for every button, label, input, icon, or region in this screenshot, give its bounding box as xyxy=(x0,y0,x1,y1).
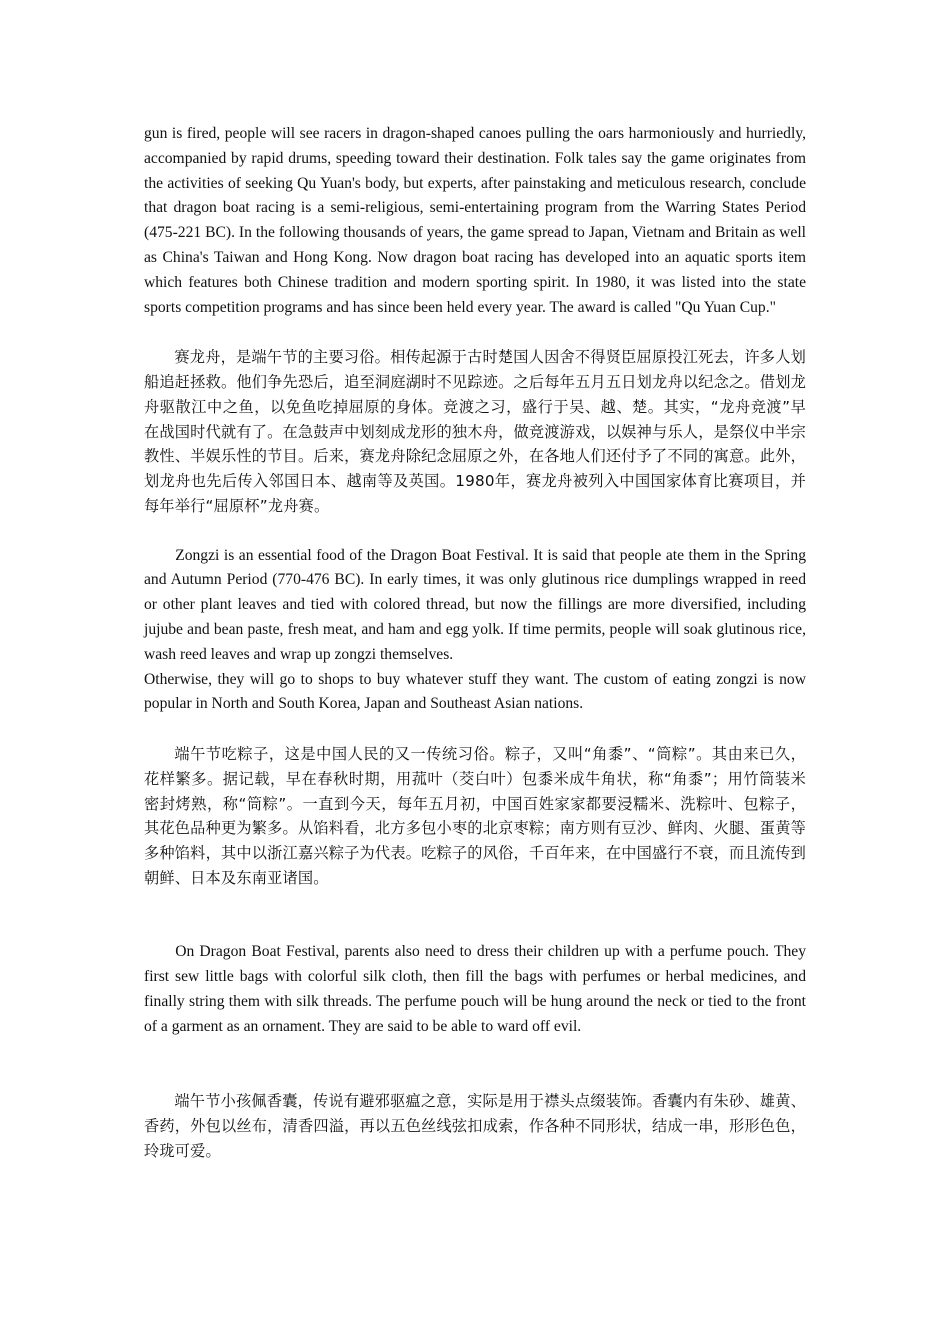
paragraph-dragon-boat-english: gun is fired, people will see racers in dragon-shaped canoes pulling the oars harmoniously and hurriedly, accompanied by rapid drums, speeding toward their destination. Folk tales say the game originates from the activities of seeking Qu Yuan's body, but experts, after painstaking and meticulous research, conclude that dragon boat racing is a semi-religious, semi-entertaining program from the Warring States Period (475-221 BC). In the following thousands of years, the game spread to Japan, Vietnam and Britain as well as China's Taiwan and Hong Kong. Now dragon boat racing has developed into an aquatic sports item which features both Chinese tradition and modern sporting spirit. In 1980, it was listed into the state sports competition programs and has since been held every year. The award is called "Qu Yuan Cup." xyxy=(144,125,806,316)
document-page xyxy=(144,122,806,1163)
paragraph-zongzi-english-continued: Otherwise, they will go to shops to buy whatever stuff they want. The custom of eating zongzi is now popular in North and South Korea, Japan and Southeast Asian nations. xyxy=(144,670,806,713)
paragraph-perfume-pouch-chinese: 端午节小孩佩香囊，传说有避邪驱瘟之意，实际是用于襟头点缀装饰。香囊内有朱砂、雄黄、香药，外包以丝布，清香四溢，再以五色丝线弦扣成索，作各种不同形状，结成一串，形形色色，玲珑可爱。 xyxy=(144,1092,806,1160)
paragraph-zongzi-english: Zongzi is an essential food of the Dragon Boat Festival. It is said that people ate them in the Spring and Autumn Period (770-476 BC). In early times, it was only glutinous rice dumplings wrapped in reed or other plant leaves and tied with colored thread, but now the fillings are more diversified, including jujube and bean paste, fresh meat, and ham and egg yolk. If time permits, people will soak glutinous rice, wash reed leaves and wrap up zongzi themselves. xyxy=(144,546,806,663)
paragraph-perfume-pouch-english: On Dragon Boat Festival, parents also need to dress their children up with a perfume pouch. They first sew little bags with colorful silk cloth, then fill the bags with perfumes or herbal medicines, and finally string them with silk threads. The perfume pouch will be hung around the neck or tied to the front of a garment as an ornament. They are said to be able to ward off evil. xyxy=(144,943,806,1035)
paragraph-zongzi-chinese: 端午节吃粽子，这是中国人民的又一传统习俗。粽子，又叫“角黍”、“筒粽”。其由来已久，花样繁多。据记载，早在春秋时期，用菰叶（茭白叶）包黍米成牛角状，称“角黍”；用竹筒装米密封烤熟，称“筒粽”。一直到今天，每年五月初，中国百姓家家都要浸糯米、洗粽叶、包粽子，其花色品种更为繁多。从馅料看，北方多包小枣的北京枣粽；南方则有豆沙、鲜肉、火腿、蛋黄等多种馅料，其中以浙江嘉兴粽子为代表。吃粽子的风俗，千百年来，在中国盛行不衰，而且流传到朝鲜、日本及东南亚诸国。 xyxy=(144,744,806,887)
paragraph-dragon-boat-chinese: 赛龙舟，是端午节的主要习俗。相传起源于古时楚国人因舍不得贤臣屈原投江死去，许多人划船追赶拯救。他们争先恐后，追至洞庭湖时不见踪迹。之后每年五月五日划龙舟以纪念之。借划龙舟驱散江中之鱼，以免鱼吃掉屈原的身体。竞渡之习，盛行于吴、越、楚。其实，“龙舟竞渡”早在战国时代就有了。在急鼓声中划刻成龙形的独木舟，做竞渡游戏，以娱神与乐人，是祭仪中半宗教性、半娱乐性的节目。后来，赛龙舟除纪念屈原之外，在各地人们还付予了不同的寓意。此外，划龙舟也先后传入邻国日本、越南等及英国。1980年，赛龙舟被列入中国国家体育比赛项目，并每年举行“屈原杯”龙舟赛。 xyxy=(144,348,806,515)
